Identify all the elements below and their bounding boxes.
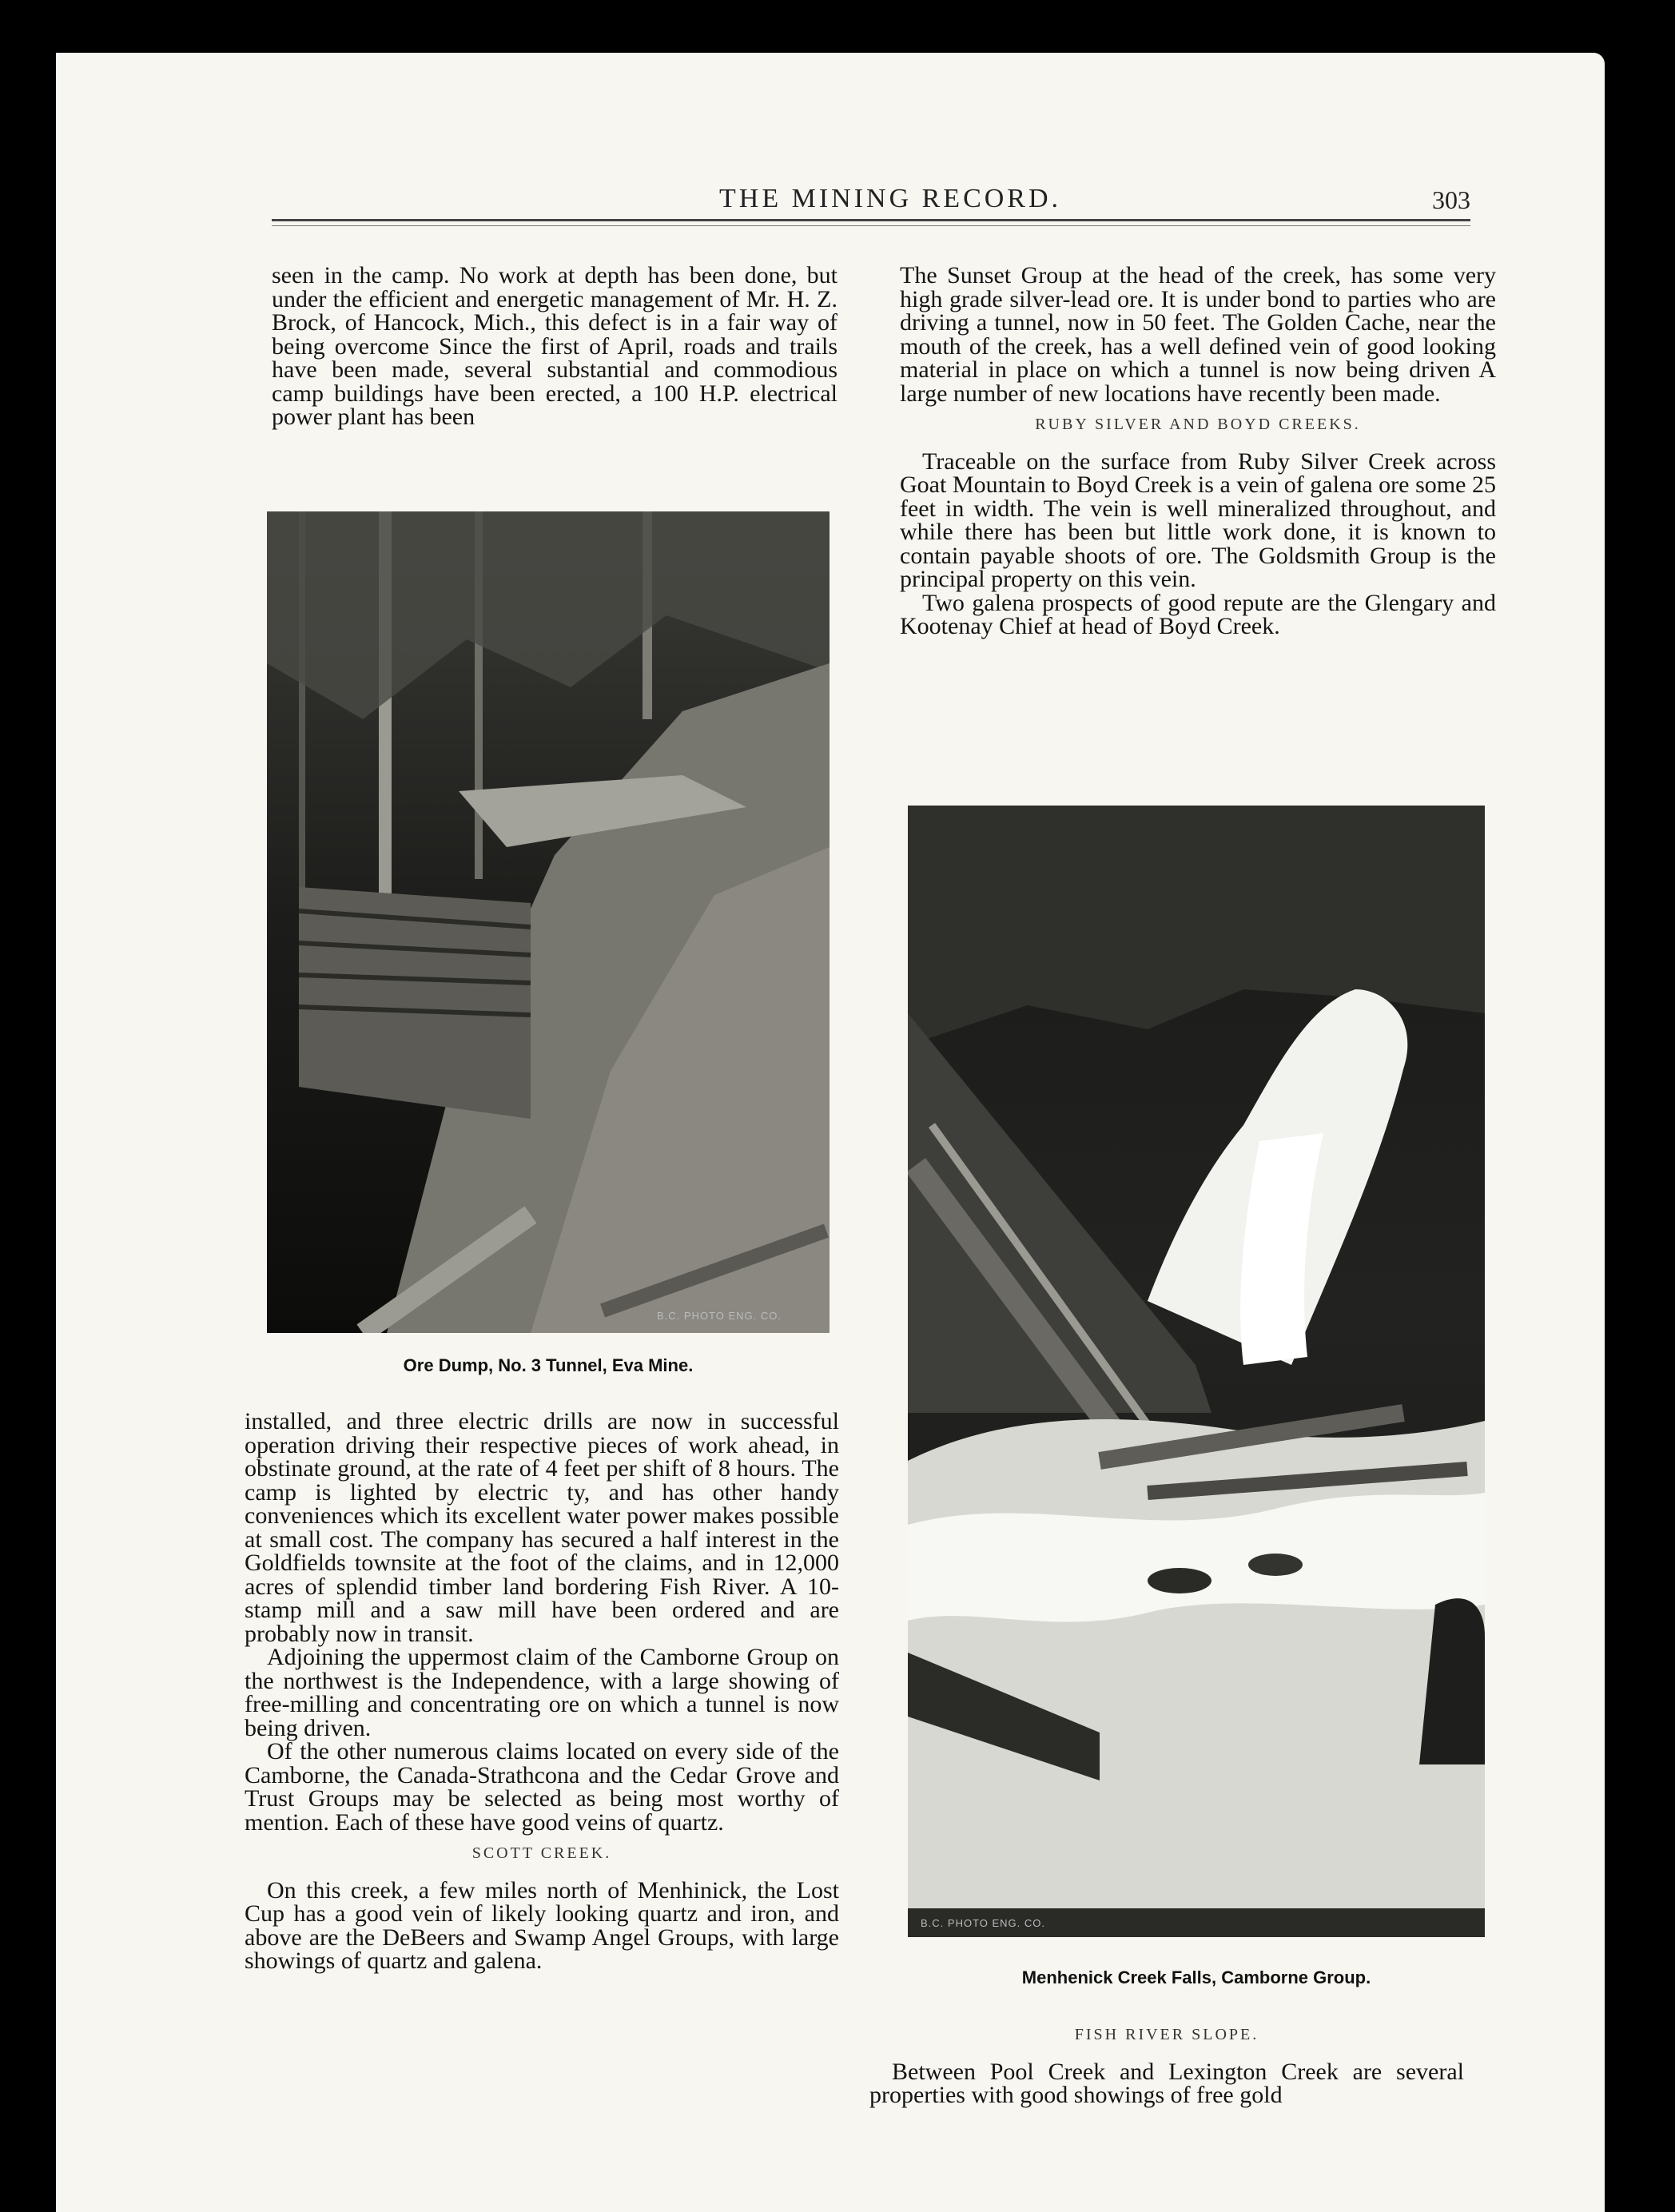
paragraph: On this creek, a few miles north of Menhinick, the Lost Cup has a good vein of likely looking quartz and iron, and above are the DeBeers and Swamp Angel Groups, with large showings of quartz and galena. bbox=[245, 1876, 839, 1974]
header-rule bbox=[272, 225, 1470, 226]
photo-credit: B.C. PHOTO ENG. CO. bbox=[921, 1917, 1046, 1929]
photo-caption-falls: Menhenick Creek Falls, Camborne Group. bbox=[1021, 1967, 1371, 1987]
section-heading-scott-creek: SCOTT CREEK. bbox=[471, 1844, 612, 1862]
photo-ore-dump bbox=[267, 511, 830, 1333]
page-number: 303 bbox=[1432, 185, 1470, 214]
paragraph: The Sunset Group at the head of the creek, has some very high grade silver-lead ore. It is under bond to parties who are driving a tunnel, now in 50 feet. The Golden Cache, near the mouth of the creek, has a well defined vein of good looking material in place on which a tunnel is now being driven A large number of new locations have recently been made. bbox=[900, 262, 1496, 407]
photo-menhenick-falls bbox=[908, 806, 1485, 1937]
paragraph: seen in the camp. No work at depth has been done, but under the efficient and energetic management of Mr. H. Z. Brock, of Hancock, Mich., this defect is in a fair way of being overcome Since the first of April, roads and trails have been made, several substantial and commodious camp buildings have been erected, a 100 H.P. electrical power plant has been bbox=[272, 262, 838, 430]
right-column-bottom bbox=[869, 2015, 1464, 2107]
paragraph: Between Pool Creek and Lexington Creek are several properties with good showings of free gold bbox=[869, 2058, 1464, 2108]
book-binding bbox=[1613, 77, 1675, 2212]
left-column-top bbox=[272, 264, 838, 429]
page-header bbox=[272, 184, 1470, 216]
paragraph: installed, and three electric drills are now in successful operation driving their respective pieces of work ahead, in obstinate ground, at the rate of 4 feet per shift of 8 hours. The camp is lighted by electric ty, and has other handy conveniences which its excellent water power makes possible at small cost. The company has secured a half interest in the Goldfields townsite at the foot of the claims, and in 12,000 acres of splendid timber land bordering Fish River. A 10-stamp mill and a saw mill have been ordered and are probably now in transit. bbox=[245, 1408, 839, 1647]
paragraph: Two galena prospects of good repute are the Glengary and Kootenay Chief at head of Boyd Creek. bbox=[900, 589, 1496, 639]
section-heading-fish-river: FISH RIVER SLOPE. bbox=[1074, 2026, 1259, 2043]
left-column-bottom bbox=[245, 1410, 839, 1973]
paragraph: Adjoining the uppermost claim of the Camborne Group on the northwest is the Independence, with a large showing of free-milling and concentrating ore on which a tunnel is now being driven. bbox=[245, 1644, 839, 1741]
right-column-top bbox=[900, 264, 1496, 639]
photo-caption-ore-dump: Ore Dump, No. 3 Tunnel, Eva Mine. bbox=[403, 1355, 694, 1375]
header-rule bbox=[272, 219, 1470, 221]
paragraph: Traceable on the surface from Ruby Silver Creek across Goat Mountain to Boyd Creek is a vein of galena ore some 25 feet in width. The vein is well mineralized throughout, and while there has been but little work done, it is known to contain payable shoots of ore. The Goldsmith Group is the principal property on this vein. bbox=[900, 448, 1496, 592]
paragraph: Of the other numerous claims located on every side of the Camborne, the Canada-Strathcona and the Cedar Grove and Trust Groups may be selected as being most worthy of mention. Each of these have good veins of quartz. bbox=[245, 1738, 839, 1836]
waterfall-image bbox=[908, 806, 1485, 1937]
ore-dump-image bbox=[267, 511, 830, 1333]
running-title: THE MINING RECORD. bbox=[719, 184, 1062, 213]
photo-credit: B.C. PHOTO ENG. CO. bbox=[656, 1310, 782, 1322]
section-heading-ruby-silver: RUBY SILVER AND BOYD CREEKS. bbox=[1035, 416, 1361, 433]
